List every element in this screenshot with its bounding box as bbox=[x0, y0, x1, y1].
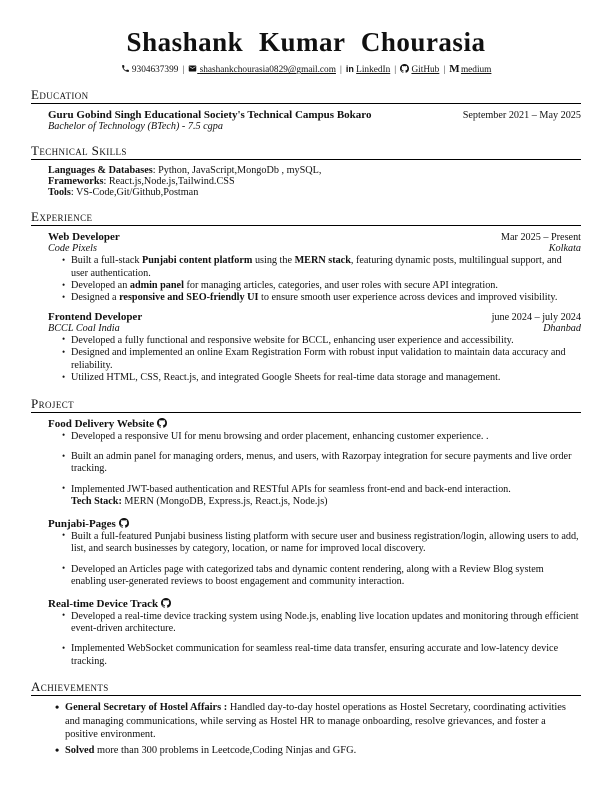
email-text: shashankchourasia0829@gmail.com bbox=[199, 65, 336, 76]
project-bullets bbox=[48, 531, 581, 589]
bullet-item: • Developed a fully functional and responsive website for BCCL, enhancing user experience and accessibility. bbox=[62, 335, 581, 347]
medium-icon: M bbox=[449, 63, 459, 76]
medium-link[interactable]: medium bbox=[460, 65, 492, 76]
email-link[interactable] bbox=[188, 65, 336, 75]
achievement-item: • General Secretary of Hostel Affairs : Handled day-to-day hostel operations as Hostel Secretary, coordinating activities and managing communications, while serving as Hostel HR to manage onboarding, resolve grievances, and foster a positive environment. bbox=[55, 701, 581, 742]
bullet-text: • Implemented JWT-based authentication and RESTful APIs for seamless front-end and back-end interaction. bbox=[71, 483, 511, 495]
project-github-link[interactable] bbox=[161, 598, 171, 610]
experience-entry bbox=[48, 311, 581, 385]
project-name: Real-time Device Track bbox=[48, 597, 159, 610]
project-entry bbox=[48, 598, 581, 669]
achievements-list bbox=[39, 701, 581, 757]
project-name-row bbox=[48, 418, 581, 430]
bullet-item: • Designed a responsive and SEO-friendly UI to ensure smooth user experience across devices and improved visibility. bbox=[62, 292, 581, 304]
project-entry bbox=[48, 518, 581, 589]
achievement-item: • Solved more than 300 problems in Leetcode,Coding Ninjas and GFG. bbox=[55, 744, 581, 758]
experience-entry bbox=[48, 231, 581, 305]
skills-row-languages: Languages & Databases: Python, JavaScript,MongoDb , mySQL, bbox=[48, 165, 322, 177]
project-bullets bbox=[48, 611, 581, 669]
project-github-link[interactable] bbox=[119, 518, 129, 530]
bullet-item: • Built a full-stack Punjabi content platform using the MERN stack, featuring dynamic posts, multilingual support, and user authentication. bbox=[62, 255, 581, 280]
separator: | bbox=[443, 65, 446, 76]
separator: | bbox=[182, 65, 185, 76]
skills-row-frameworks: Frameworks: React.js,Node.js,Tailwind.CSS bbox=[48, 176, 235, 188]
bullet-item: • Developed a responsive UI for menu browsing and order placement, enhancing customer experience. . bbox=[62, 431, 581, 443]
section-experience bbox=[31, 210, 581, 384]
skills-row-tools: Tools: VS-Code,Git/Github,Postman bbox=[48, 187, 199, 199]
section-education bbox=[31, 88, 581, 132]
phone-icon bbox=[121, 64, 130, 73]
job-bullets bbox=[48, 255, 581, 305]
bullet-item: • Implemented WebSocket communication for seamless real-time data transfer, ensuring accurate and low-latency device tracking. bbox=[62, 643, 581, 668]
degree: Bachelor of Technology (BTech) - 7.5 cgpa bbox=[48, 121, 223, 133]
bullet-item: • Developed an admin panel for managing articles, categories, and user roles with secure API integration. bbox=[62, 280, 581, 292]
section-achievements bbox=[31, 680, 581, 757]
github-icon bbox=[400, 64, 409, 73]
project-name-row bbox=[48, 518, 581, 530]
contact-bar bbox=[31, 63, 581, 75]
separator: | bbox=[394, 65, 397, 76]
job-location: Kolkata bbox=[548, 243, 581, 255]
bullet-item: • Developed an Articles page with categorized tabs and dynamic content rendering, along with a Review Blog system enabling user-generated reviews to boost engagement and community interaction. bbox=[62, 564, 581, 589]
education-dates: September 2021 – May 2025 bbox=[462, 110, 581, 122]
projects-title: Project bbox=[31, 397, 581, 413]
section-skills bbox=[31, 144, 581, 198]
bullet-item: • Built a full-featured Punjabi business listing platform with secure user and business registration/login, allowing users to add, list, and search businesses by category, location, or name for improved local discovery. bbox=[62, 531, 581, 556]
job-dates: june 2024 – july 2024 bbox=[491, 311, 581, 323]
project-name: Food Delivery Website bbox=[48, 417, 155, 430]
job-location: Dhanbad bbox=[543, 322, 581, 334]
company-name: BCCL Coal India bbox=[48, 322, 120, 334]
tech-stack-line: Tech Stack: MERN (MongoDB, Express.js, React.js, Node.js) bbox=[71, 496, 328, 508]
education-title: Education bbox=[31, 88, 581, 104]
project-name-row bbox=[48, 598, 581, 610]
project-name: Punjabi-Pages bbox=[48, 517, 116, 530]
linkedin-icon: in bbox=[345, 64, 354, 75]
phone-text: 9304637399 bbox=[131, 65, 179, 76]
project-github-link[interactable] bbox=[157, 418, 167, 430]
candidate-name: Shashank Kumar Chourasia bbox=[126, 27, 486, 57]
phone-number bbox=[121, 65, 179, 75]
github-icon bbox=[161, 598, 171, 608]
bullet-item: • Designed and implemented an online Exam Registration Form with robust input validation to maintain data accuracy and reliability. bbox=[62, 347, 581, 372]
envelope-icon bbox=[188, 64, 197, 73]
experience-title: Experience bbox=[31, 210, 581, 226]
achievements-title: Achievements bbox=[31, 680, 581, 696]
github-icon bbox=[119, 518, 129, 528]
separator: | bbox=[339, 65, 342, 76]
bullet-item: • Utilized HTML, CSS, React.js, and integrated Google Sheets for real-time data storage and management. bbox=[62, 372, 581, 384]
job-bullets bbox=[48, 335, 581, 385]
linkedin-link[interactable]: LinkedIn bbox=[356, 65, 391, 76]
project-entry bbox=[48, 418, 581, 509]
project-bullets bbox=[48, 431, 581, 509]
skills-title: Technical Skills bbox=[31, 144, 581, 160]
job-role: Web Developer bbox=[48, 231, 120, 244]
company-name: Code Pixels bbox=[48, 243, 97, 255]
github-icon bbox=[157, 418, 167, 428]
bullet-item: • Built an admin panel for managing orders, menus, and users, with Razorpay integration for secure payments and live order tracking. bbox=[62, 451, 581, 476]
school-name: Guru Gobind Singh Educational Society's Technical Campus Bokaro bbox=[48, 109, 372, 122]
job-role: Frontend Developer bbox=[48, 310, 143, 323]
job-dates: Mar 2025 – Present bbox=[500, 232, 581, 244]
section-projects bbox=[31, 397, 581, 669]
github-link[interactable]: GitHub bbox=[411, 65, 440, 76]
bullet-item bbox=[62, 484, 581, 509]
bullet-item: • Developed a real-time device tracking system using Node.js, enabling live location updates and monitoring through efficient event-driven architecture. bbox=[62, 611, 581, 636]
